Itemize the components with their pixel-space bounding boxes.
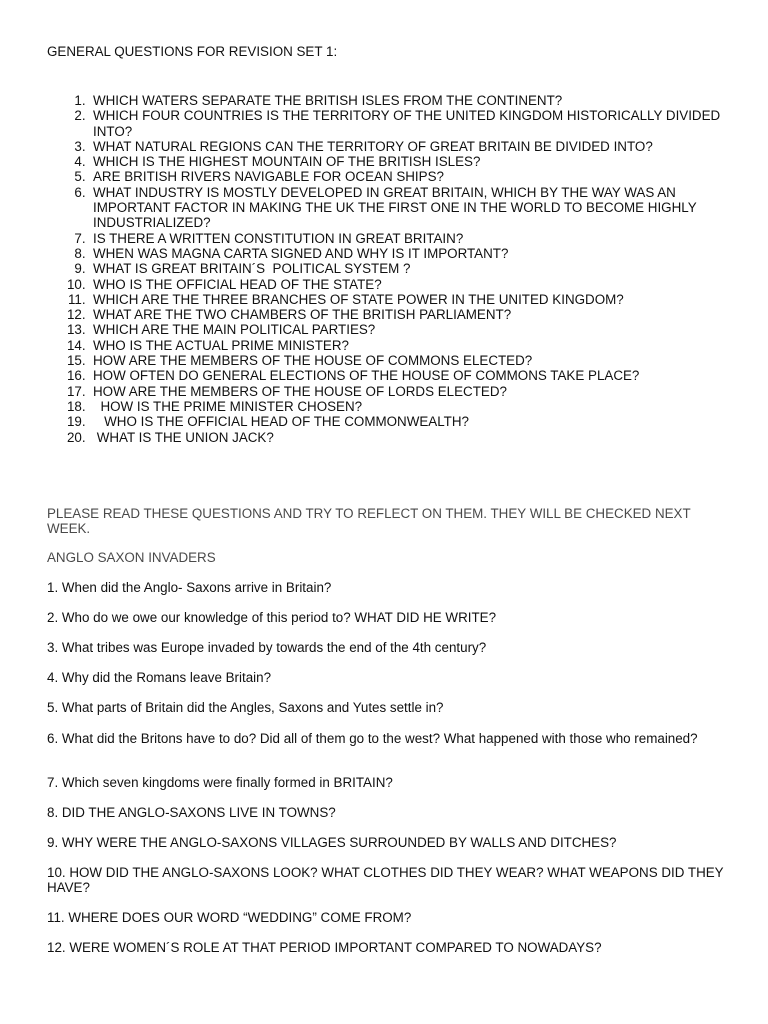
- item-text: HOW ARE THE MEMBERS OF THE HOUSE OF COMMONS ELECTED?: [93, 353, 533, 369]
- list-item: [47, 430, 727, 445]
- anglo-question: 1. When did the Anglo- Saxons arrive in Britain?: [47, 580, 332, 595]
- item-number: 1.: [74, 93, 93, 108]
- item-number: 13.: [66, 322, 93, 338]
- list-item: [47, 414, 727, 429]
- anglo-saxon-title: ANGLO SAXON INVADERS: [47, 550, 216, 565]
- item-number: 7.: [74, 230, 93, 246]
- anglo-question: 12. WERE WOMEN´S ROLE AT THAT PERIOD IMPORTANT COMPARED TO NOWADAYS?: [47, 940, 602, 955]
- item-text: WHAT INDUSTRY IS MOSTLY DEVELOPED IN GREAT BRITAIN, WHICH BY THE WAY WAS AN IMPORTANT FACTOR IN MAKING THE UK THE FIRST ONE IN THE WORLD TO BECOME HIGHLY INDUSTRIALIZED?: [93, 184, 701, 231]
- list-item: [47, 338, 727, 353]
- revision-question-list: [47, 93, 727, 445]
- anglo-question: 4. Why did the Romans leave Britain?: [47, 670, 272, 685]
- item-text: WHAT IS THE UNION JACK?: [93, 429, 274, 445]
- anglo-question: 7. Which seven kingdoms were finally formed in BRITAIN?: [47, 775, 393, 790]
- anglo-question: 9. WHY WERE THE ANGLO-SAXONS VILLAGES SURROUNDED BY WALLS AND DITCHES?: [47, 835, 617, 850]
- item-number: 15.: [66, 353, 93, 369]
- item-text: WHO IS THE OFFICIAL HEAD OF THE COMMONWEALTH?: [93, 414, 469, 430]
- item-text: WHICH ARE THE THREE BRANCHES OF STATE POWER IN THE UNITED KINGDOM?: [93, 291, 624, 307]
- item-number: 16.: [66, 368, 93, 384]
- anglo-question: 6. What did the Britons have to do? Did all of them go to the west? What happened with those who remained?: [47, 731, 698, 746]
- list-item: [47, 292, 727, 307]
- item-number: 20.: [66, 429, 93, 445]
- item-text: WHEN WAS MAGNA CARTA SIGNED AND WHY IS IT IMPORTANT?: [93, 245, 509, 261]
- item-number: 8.: [74, 245, 93, 261]
- item-number: 17.: [66, 383, 93, 399]
- item-number: 9.: [74, 261, 93, 277]
- item-number: 11.: [67, 291, 93, 307]
- item-text: ARE BRITISH RIVERS NAVIGABLE FOR OCEAN SHIPS?: [93, 169, 444, 185]
- list-item: [47, 139, 727, 154]
- item-text: WHO IS THE ACTUAL PRIME MINISTER?: [93, 337, 349, 353]
- item-text: WHO IS THE OFFICIAL HEAD OF THE STATE?: [93, 276, 382, 292]
- item-number: 5.: [74, 169, 93, 185]
- item-text: IS THERE A WRITTEN CONSTITUTION IN GREAT BRITAIN?: [93, 230, 464, 246]
- list-item: [47, 353, 727, 368]
- reflection-note: PLEASE READ THESE QUESTIONS AND TRY TO REFLECT ON THEM. THEY WILL BE CHECKED NEXT WEEK.: [47, 506, 691, 537]
- list-item: [47, 231, 727, 246]
- item-number: 3.: [74, 138, 93, 154]
- list-item: [47, 154, 727, 169]
- list-item: [47, 277, 727, 292]
- item-text: HOW OFTEN DO GENERAL ELECTIONS OF THE HOUSE OF COMMONS TAKE PLACE?: [93, 368, 640, 384]
- item-text: WHAT ARE THE TWO CHAMBERS OF THE BRITISH PARLIAMENT?: [93, 307, 512, 323]
- list-item: [47, 384, 727, 399]
- item-number: 6.: [74, 184, 93, 200]
- anglo-question: 8. DID THE ANGLO-SAXONS LIVE IN TOWNS?: [47, 805, 336, 820]
- item-text: WHICH WATERS SEPARATE THE BRITISH ISLES FROM THE CONTINENT?: [93, 93, 563, 108]
- anglo-question: 11. WHERE DOES OUR WORD “WEDDING” COME FROM?: [47, 910, 412, 925]
- item-number: 2.: [74, 108, 93, 124]
- set1-heading: GENERAL QUESTIONS FOR REVISION SET 1:: [47, 44, 338, 59]
- list-item: [47, 246, 727, 261]
- list-item: [47, 185, 727, 231]
- anglo-question: 3. What tribes was Europe invaded by towards the end of the 4th century?: [47, 640, 487, 655]
- item-text: WHAT IS GREAT BRITAIN´S POLITICAL SYSTEM ?: [93, 261, 411, 277]
- list-item: [47, 169, 727, 184]
- item-number: 18.: [66, 398, 93, 414]
- list-item: [47, 368, 727, 383]
- anglo-question: 5. What parts of Britain did the Angles, Saxons and Yutes settle in?: [47, 700, 444, 715]
- anglo-question: 10. HOW DID THE ANGLO-SAXONS LOOK? WHAT CLOTHES DID THEY WEAR? WHAT WEAPONS DID THEY HAVE?: [47, 865, 724, 896]
- list-item: [47, 93, 727, 108]
- list-item: [47, 322, 727, 337]
- list-item: [47, 307, 727, 322]
- item-number: 12.: [66, 307, 93, 323]
- item-text: WHICH IS THE HIGHEST MOUNTAIN OF THE BRITISH ISLES?: [93, 154, 481, 170]
- item-text: WHICH FOUR COUNTRIES IS THE TERRITORY OF THE UNITED KINGDOM HISTORICALLY DIVIDED INTO?: [93, 108, 724, 139]
- anglo-question: 2. Who do we owe our knowledge of this period to? WHAT DID HE WRITE?: [47, 610, 497, 625]
- item-number: 10.: [66, 276, 93, 292]
- list-item: [47, 261, 727, 276]
- item-number: 19.: [66, 414, 93, 430]
- item-text: HOW IS THE PRIME MINISTER CHOSEN?: [93, 398, 363, 414]
- item-text: WHAT NATURAL REGIONS CAN THE TERRITORY OF GREAT BRITAIN BE DIVIDED INTO?: [93, 138, 653, 154]
- item-text: WHICH ARE THE MAIN POLITICAL PARTIES?: [93, 322, 376, 338]
- list-item: [47, 108, 727, 139]
- item-number: 4.: [74, 154, 93, 170]
- list-item: [47, 399, 727, 414]
- item-number: 14.: [66, 337, 93, 353]
- item-text: HOW ARE THE MEMBERS OF THE HOUSE OF LORDS ELECTED?: [93, 383, 507, 399]
